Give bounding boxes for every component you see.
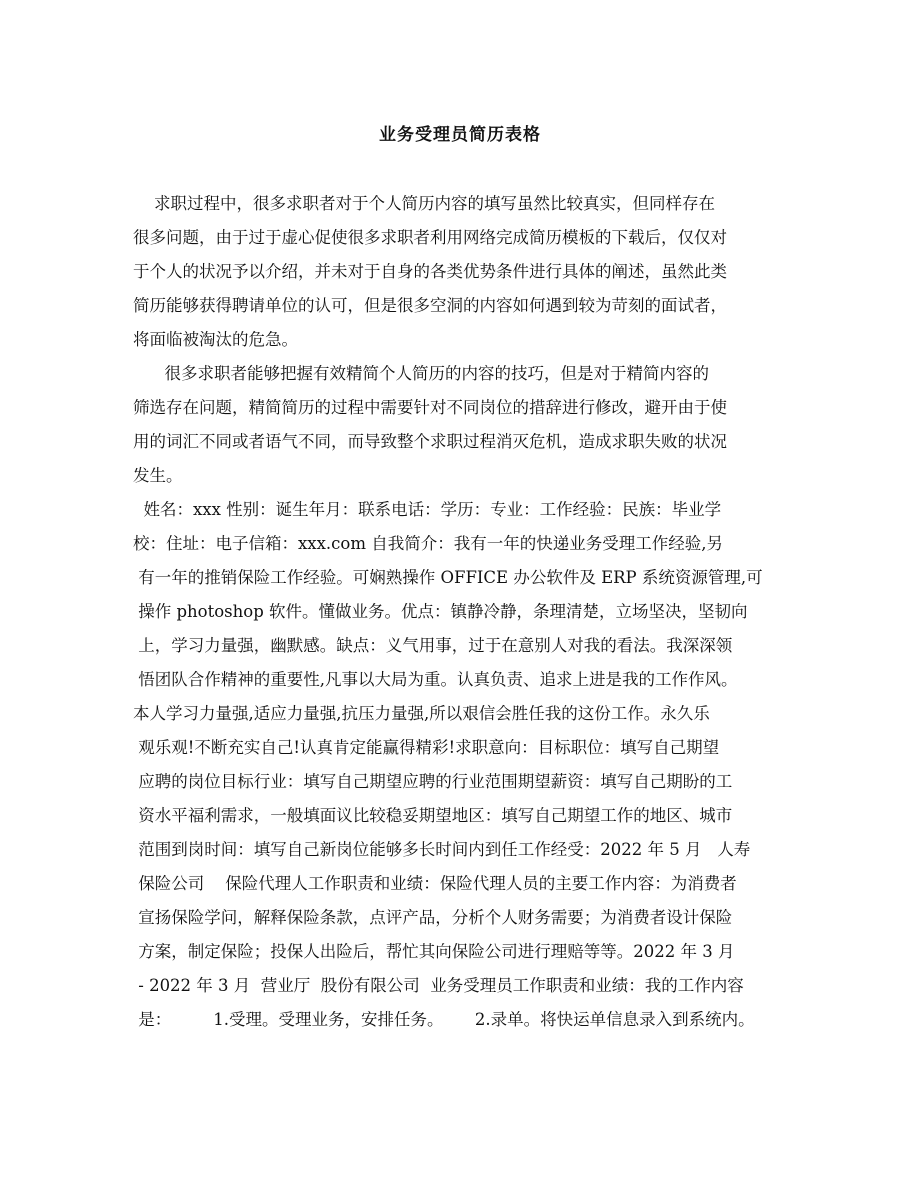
- paragraph-2-line: 筛选存在问题，精简简历的过程中需要针对不同岗位的措辞进行修改，避开由于使: [133, 398, 727, 417]
- resume-line: 应聘的岗位目标行业：填写自己期望应聘的行业范围期望薪资：填写自己期盼的工: [133, 772, 733, 791]
- resume-line: 悟团队合作精神的重要性,凡事以大局为重。认真负责、追求上进是我的工作作风。: [133, 670, 738, 689]
- resume-line: 校：住址：电子信箱：xxx.com 自我简介：我有一年的快递业务受理工作经验,另: [133, 534, 723, 553]
- document-title: 业务受理员简历表格: [379, 125, 541, 145]
- resume-line: 操作 photoshop 软件。懂做业务。优点：镇静冷静，条理清楚，立场坚决，坚韧向: [133, 602, 748, 621]
- resume-line: 范围到岗时间：填写自己新岗位能够多长时间内到任工作经受：2022 年 5 月 人寿: [133, 840, 751, 859]
- paragraph-2-line: 用的词汇不同或者语气不同，而导致整个求职过程消灭危机，造成求职失败的状况: [133, 432, 727, 451]
- resume-line: 本人学习力量强,适应力量强,抗压力量强,所以艰信会胜任我的这份工作。永久乐: [133, 704, 710, 723]
- resume-line: 上，学习力量强，幽默感。缺点：义气用事，过于在意别人对我的看法。我深深领: [133, 636, 733, 655]
- document-body: [133, 187, 795, 1037]
- paragraph-2-line: 很多求职者能够把握有效精简个人简历的内容的技巧，但是对于精简内容的: [133, 364, 709, 383]
- resume-line: 观乐观!不断充实自己!认真肯定能赢得精彩!求职意向：目标职位：填写自己期望: [133, 738, 720, 757]
- paragraph-1-line: 将面临被淘汰的危急。: [133, 330, 298, 349]
- paragraph-1-line: 很多问题，由于过于虚心促使很多求职者利用网络完成简历模板的下载后，仅仅对: [133, 228, 727, 247]
- paragraph-1-line: 于个人的状况予以介绍，并未对于自身的各类优势条件进行具体的阐述，虽然此类: [133, 262, 727, 281]
- paragraph-1-line: 求职过程中，很多求职者对于个人简历内容的填写虽然比较真实，但同样存在: [133, 194, 715, 213]
- resume-line: 姓名：xxx 性别：诞生年月：联系电话：学历：专业：工作经验：民族：毕业学: [133, 500, 722, 519]
- resume-line: 方案，制定保险；投保人出险后，帮忙其向保险公司进行理赔等等。2022 年 3 月: [133, 942, 735, 961]
- resume-line: 宣扬保险学问，解释保险条款，点评产品，分析个人财务需要；为消费者设计保险: [133, 908, 733, 927]
- resume-line: 有一年的推销保险工作经验。可娴熟操作 OFFICE 办公软件及 ERP 系统资源管理,可: [133, 568, 763, 587]
- resume-line: 资水平福利需求，一般填面议比较稳妥期望地区：填写自己期望工作的地区、城市: [133, 806, 733, 825]
- resume-line: 是： 1.受理。受理业务，安排任务。 2.录单。将快运单信息录入到系统内。: [133, 1010, 755, 1029]
- paragraph-2-line: 发生。: [133, 466, 183, 485]
- paragraph-1-line: 简历能够获得聘请单位的认可，但是很多空洞的内容如何遇到较为苛刻的面试者，: [133, 296, 727, 315]
- resume-line: - 2022 年 3 月 营业厅 股份有限公司 业务受理员工作职责和业绩：我的工作内容: [133, 976, 744, 995]
- resume-line: 保险公司 保险代理人工作职责和业绩：保险代理人员的主要工作内容：为消费者: [133, 874, 737, 893]
